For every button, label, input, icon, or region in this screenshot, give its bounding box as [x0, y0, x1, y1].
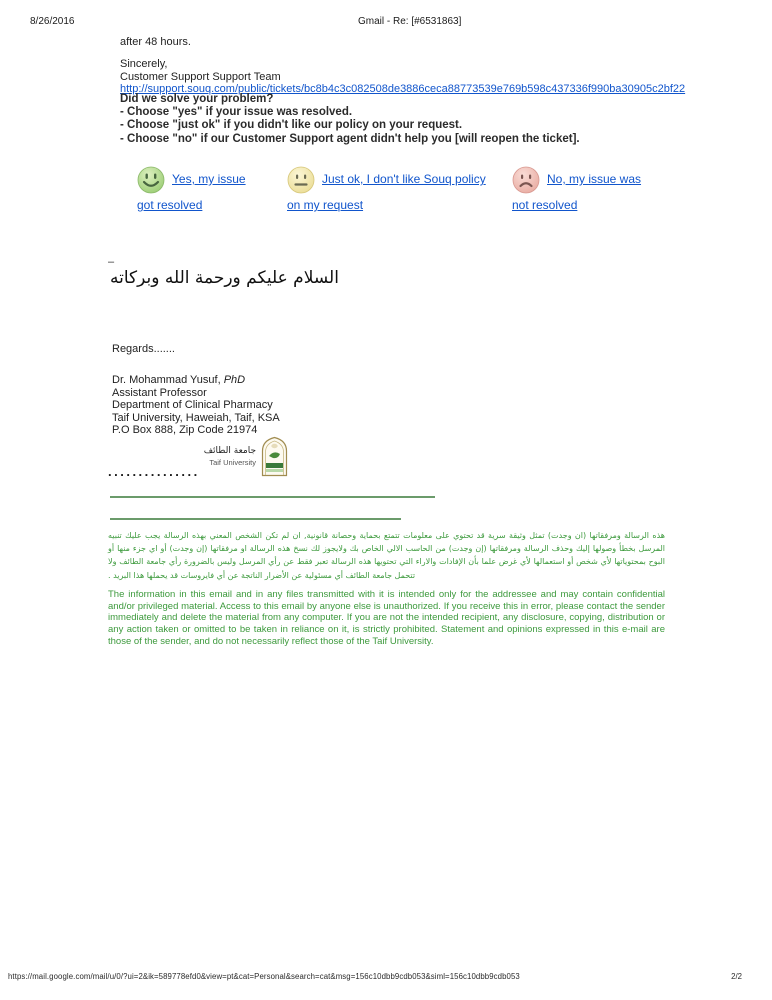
sender-signature-block	[112, 374, 280, 437]
survey-option-just-ok: - Choose "just ok" if you didn't like our policy on your request.	[120, 119, 463, 132]
sender-university: Taif University, Haweiah, Taif, KSA	[112, 411, 280, 424]
feedback-label: on my request	[287, 198, 364, 212]
page-title: Gmail - Re: [#6531863]	[358, 16, 462, 27]
green-divider-line-2	[110, 518, 401, 520]
footer-url: https://mail.google.com/mail/u/0/?ui=2&ik=589778efd0&view=pt&cat=Personal&search=cat&msg=156c10dbb9cdb053&siml=156c10dbb9cdb053	[8, 972, 520, 981]
survey-question-block	[120, 93, 580, 146]
feedback-link-yes[interactable]	[137, 166, 287, 216]
sender-degree: PhD	[223, 374, 246, 386]
sad-face-icon	[512, 166, 540, 194]
sender-pobox: P.O Box 888, Zip Code 21974	[112, 424, 258, 437]
feedback-option-just-ok	[287, 166, 512, 216]
closing-sincerely: Sincerely,	[120, 58, 168, 70]
university-logo-row	[108, 436, 288, 477]
feedback-label: No, my issue was	[547, 172, 642, 187]
sender-name: Dr. Mohammad Yusuf,	[112, 374, 224, 386]
feedback-link-no[interactable]	[512, 166, 657, 216]
feedback-option-no	[512, 166, 657, 216]
closing-block	[120, 58, 685, 96]
university-name-block	[204, 444, 256, 477]
feedback-link-just-ok[interactable]	[287, 166, 512, 216]
green-divider-line-1	[110, 496, 435, 498]
survey-question: Did we solve your problem?	[120, 93, 274, 105]
university-name-english: Taif University	[209, 458, 257, 467]
taif-university-logo-icon	[261, 436, 288, 477]
disclaimer-english: The information in this email and in any files transmitted with it is intended only for the addressee and may contain confidential and/or privileged material. Access to this email by anyone else is unauthorized. If you receive this in error, please contact the sender immediately and delete the material from any computer. If you are not the intended recipient, any disclosure, copying, distribution or any action taken or omitted to be taken in reliance on it, is strictly prohibited. Statement and opinions expressed in this e-mail are those of the sender, and do not necessarily reflect those of the Taif University.	[108, 589, 665, 647]
university-name-arabic: جامعة الطائف	[203, 446, 257, 456]
body-line-after-hours: after 48 hours.	[120, 36, 191, 48]
feedback-label: Yes, my issue	[172, 172, 246, 187]
sender-department: Department of Clinical Pharmacy	[112, 399, 273, 412]
feedback-label: Just ok, I don't like Souq policy	[322, 172, 486, 187]
footer-page-number: 2/2	[731, 972, 742, 981]
print-footer	[8, 972, 742, 981]
print-date: 8/26/2016	[30, 16, 75, 27]
signature-separator: –	[108, 256, 115, 268]
ticket-link[interactable]: http://support.souq.com/public/tickets/bc8b4c3c082508de3886ceca88773539e769b598c437336f990ba30905c2bf22	[120, 83, 686, 96]
support-team-name: Customer Support Support Team	[120, 70, 281, 83]
neutral-face-icon	[287, 166, 315, 194]
regards-line: Regards.......	[112, 343, 175, 355]
arabic-greeting: السلام عليكم ورحمة الله وبركاته	[110, 268, 339, 288]
signature-dots: ...............	[108, 464, 200, 479]
feedback-option-yes	[137, 166, 287, 216]
feedback-label: got resolved	[137, 198, 203, 212]
feedback-options-row	[137, 166, 667, 216]
disclaimer-arabic: هذه الرسالة ومرفقاتها (ان وجدت) تمثل وثيقة سرية قد تحتوي على معلومات تتمتع بحماية وحصانة قانونية, ان لم تكن الشخص المعني بهذه الرسالة يجب عليك تنبيه المرسل بخطأ وصولها إليك وحذف الرسالة ومرفقاتها (إن وجدت) من الحاسب الالي الخاص بك ولايجوز لك نسخ هذه الرسالة او مرفقاتها (إن وجدت) أو اي جزء منها أو البوح بمحتوياتها لأي شخص أو استعمالها لأي غرض علما بأن الإفادات والاراء التي تحتويها هذه الرسالة تعبر فقط عن رأي المرسل وليس بالضرورة رأي جامعة الطائف ولا تتحمل جامعة الطائف أي مسئولية عن الأضرار الناتجة عن أي فايروسات قد يحملها هذا البريد .	[108, 531, 665, 580]
feedback-label: not resolved	[512, 198, 578, 212]
survey-option-yes: - Choose "yes" if your issue was resolved.	[120, 106, 353, 119]
survey-option-no: - Choose "no" if our Customer Support agent didn't help you [will reopen the ticket].	[120, 132, 580, 145]
happy-face-icon	[137, 166, 165, 194]
sender-job-title: Assistant Professor	[112, 386, 207, 399]
